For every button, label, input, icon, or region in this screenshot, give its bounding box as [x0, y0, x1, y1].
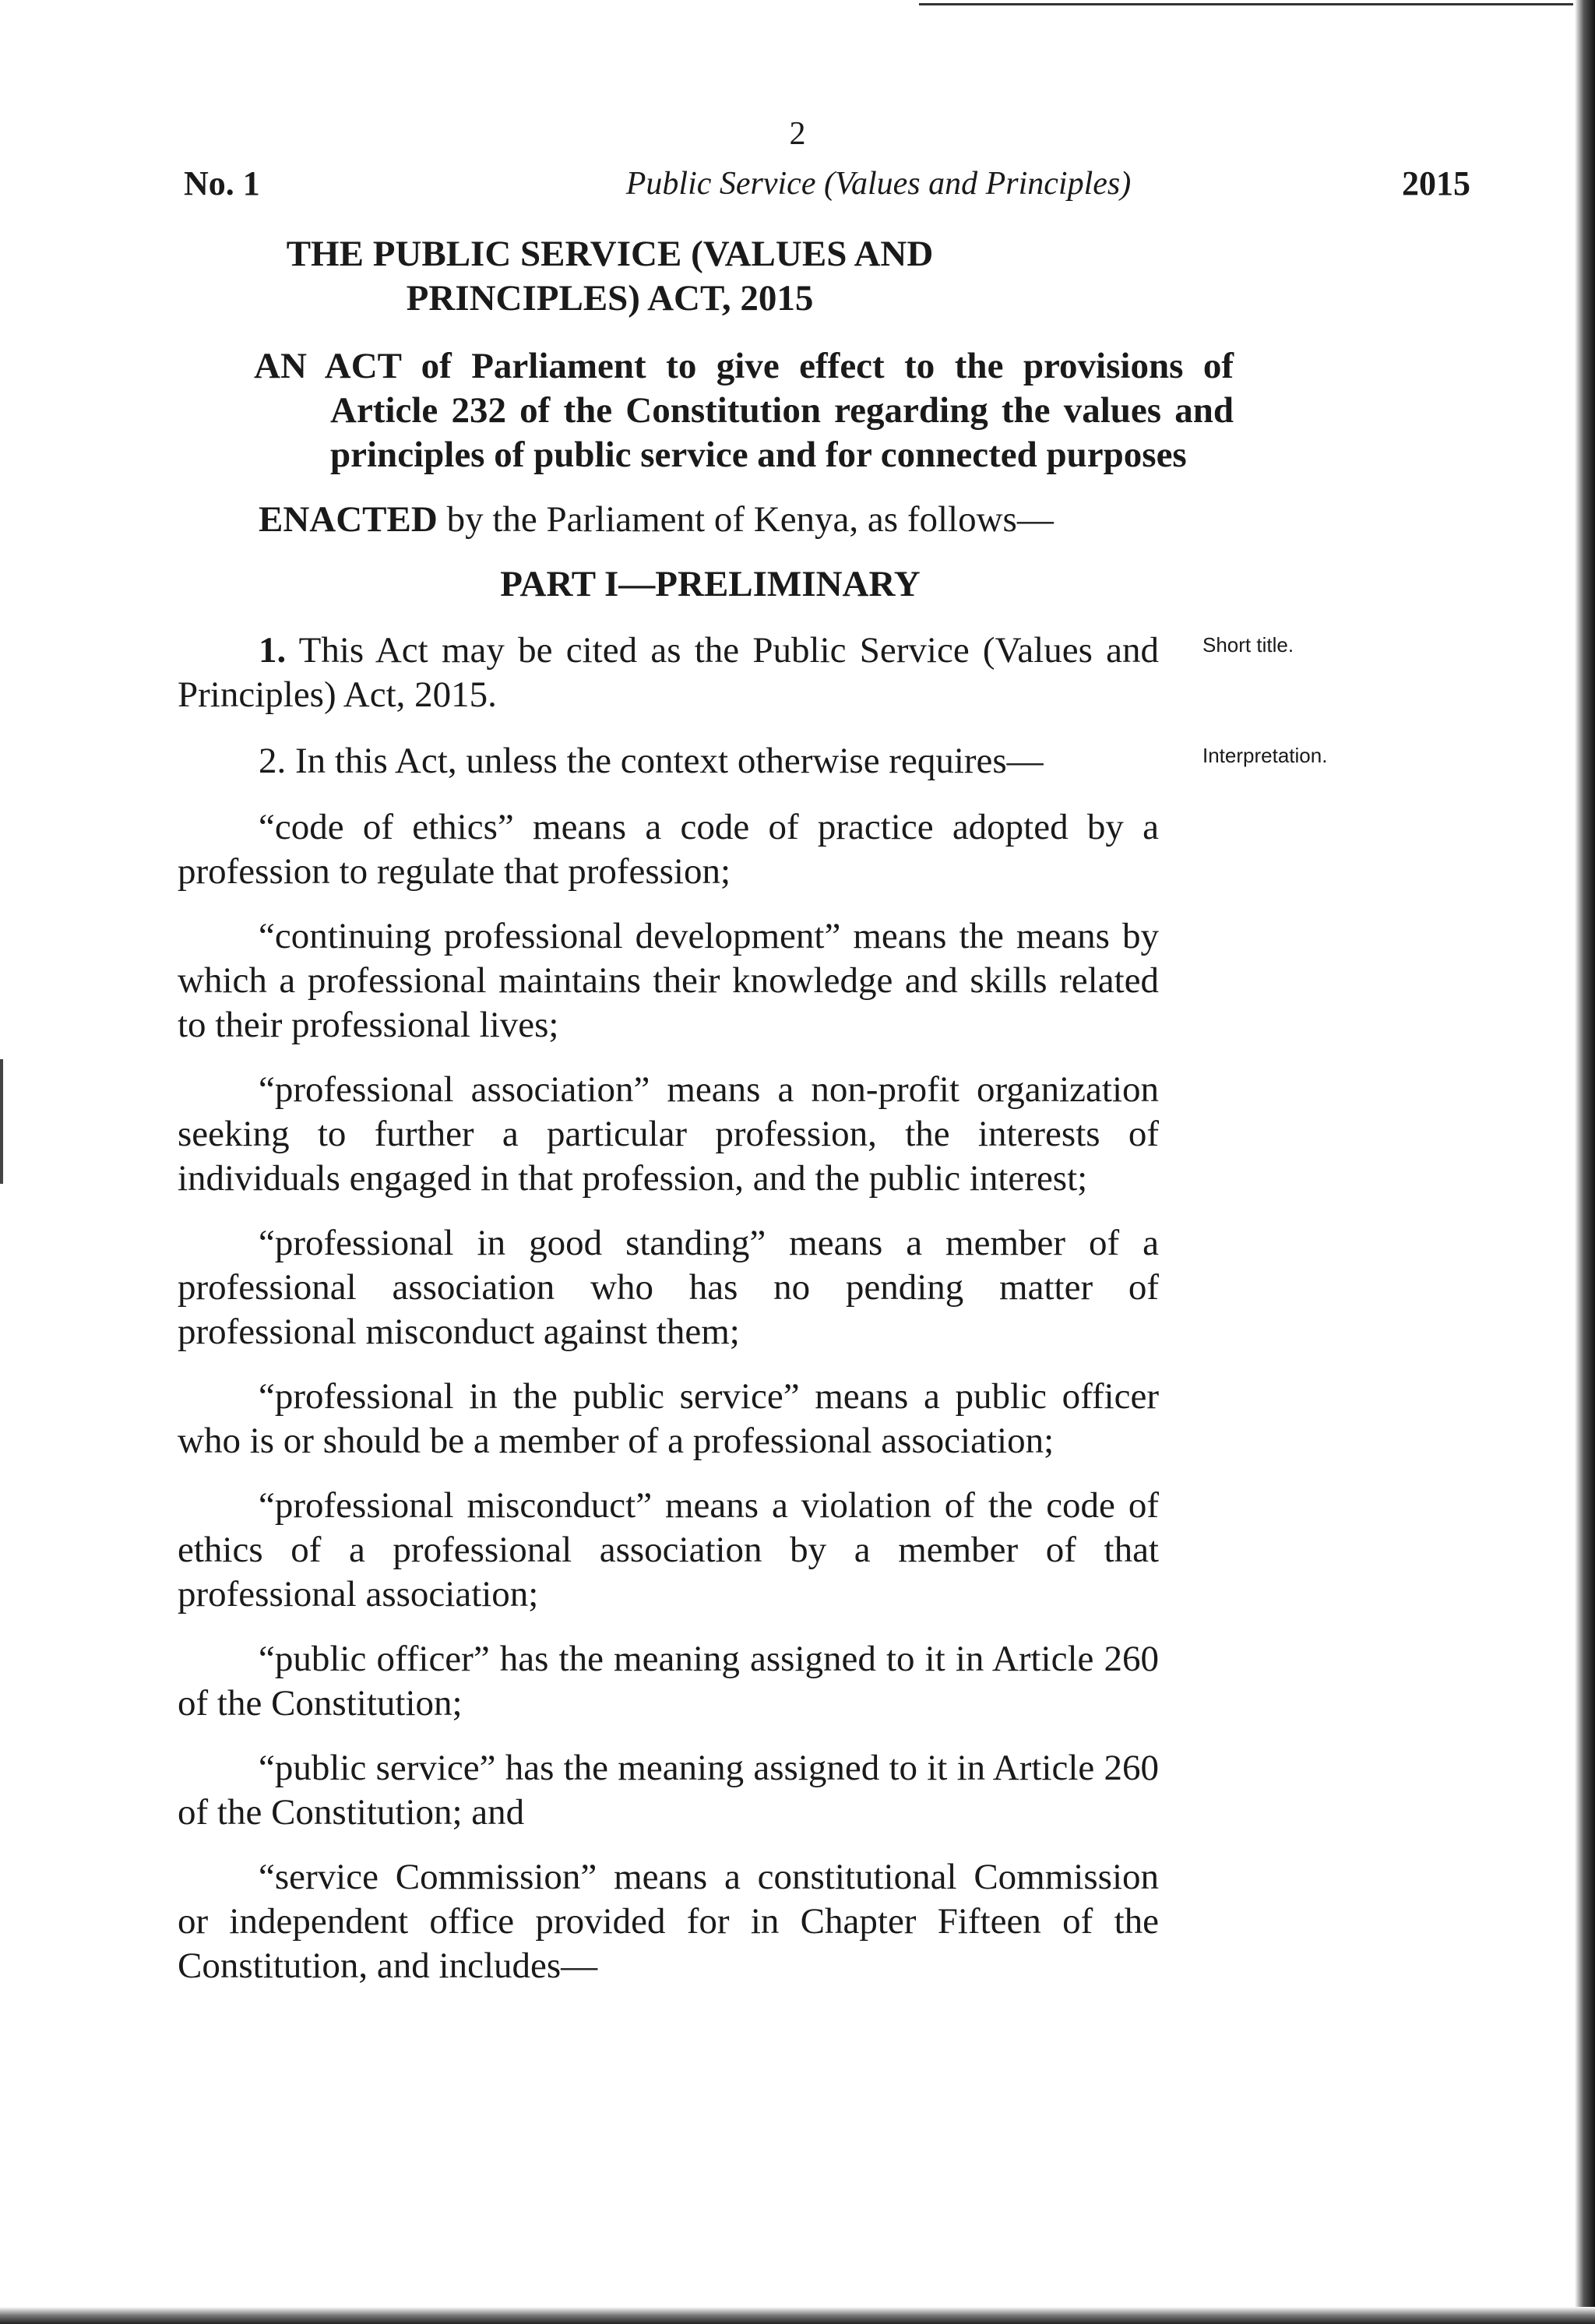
enacting-word: ENACTED — [259, 499, 438, 540]
enacting-formula — [178, 498, 1159, 542]
document-body — [178, 232, 1328, 2009]
definition-professional-association: “professional association” means a non-profit organization seeking to further a particular profession, the interests of individuals engaged in that profession, and the public interest; — [178, 1069, 1159, 1199]
marginal-note-interpretation: Interpretation. — [1202, 744, 1328, 767]
scan-edge-right — [1575, 0, 1595, 2324]
act-title-line-2: PRINCIPLES) ACT, 2015 — [406, 278, 814, 319]
act-title — [178, 232, 1042, 321]
section-1 — [178, 629, 1294, 717]
definition-public-service: “public service” has the meaning assigned to it in Article 260 of the Constitution; and — [178, 1748, 1159, 1833]
definition-professional-in-public-service: “professional in the public service” means a public officer who is or should be a member of a professional association; — [178, 1376, 1159, 1461]
running-header — [184, 164, 1470, 210]
section-text: This Act may be cited as the Public Service (Values and Principles) Act, 2015. — [178, 630, 1159, 715]
definition-professional-in-good-standing: “professional in good standing” means a member of a professional association who has no pending matter of professional misconduct against them; — [178, 1223, 1159, 1352]
marginal-note-short-title: Short title. — [1202, 633, 1294, 657]
header-title: Public Service (Values and Principles) — [625, 166, 1132, 202]
page-number: 2 — [789, 116, 806, 152]
section-number: 1. — [259, 630, 287, 671]
definition-code-of-ethics: “code of ethics” means a code of practice adopted by a profession to regulate that profession; — [178, 807, 1159, 892]
scan-edge-bottom — [0, 2307, 1595, 2324]
section-text: In this Act, unless the context otherwise requires— — [286, 741, 1044, 781]
definition-public-officer: “public officer” has the meaning assigned to it in Article 260 of the Constitution; — [178, 1639, 1159, 1724]
enacting-text: by the Parliament of Kenya, as follows— — [437, 499, 1054, 540]
header-year: 2015 — [1402, 164, 1470, 202]
header-number: No. 1 — [184, 164, 260, 202]
definition-professional-misconduct: “professional misconduct” means a violation of the code of ethics of a professional association by a member of that professional association; — [178, 1485, 1159, 1614]
part-heading: PART I—PRELIMINARY — [500, 564, 921, 604]
definition-service-commission: “service Commission” means a constitutional Commission or independent office provided for in Chapter Fifteen of the Constitution, and includes— — [178, 1857, 1159, 1986]
section-number: 2. — [259, 741, 287, 781]
scan-edge-left — [0, 1059, 3, 1184]
definition-continuing-professional-development: “continuing professional development” means the means by which a professional maintains their knowledge and skills related to their professional lives; — [178, 916, 1159, 1045]
act-title-line-1: THE PUBLIC SERVICE (VALUES AND — [286, 234, 934, 274]
scan-edge-top — [919, 3, 1573, 5]
long-title: AN ACT of Parliament to give effect to the provisions of Article 232 of the Constitution regarding the values and principles of public service and for connected purposes — [254, 346, 1234, 475]
section-2 — [178, 739, 1328, 783]
